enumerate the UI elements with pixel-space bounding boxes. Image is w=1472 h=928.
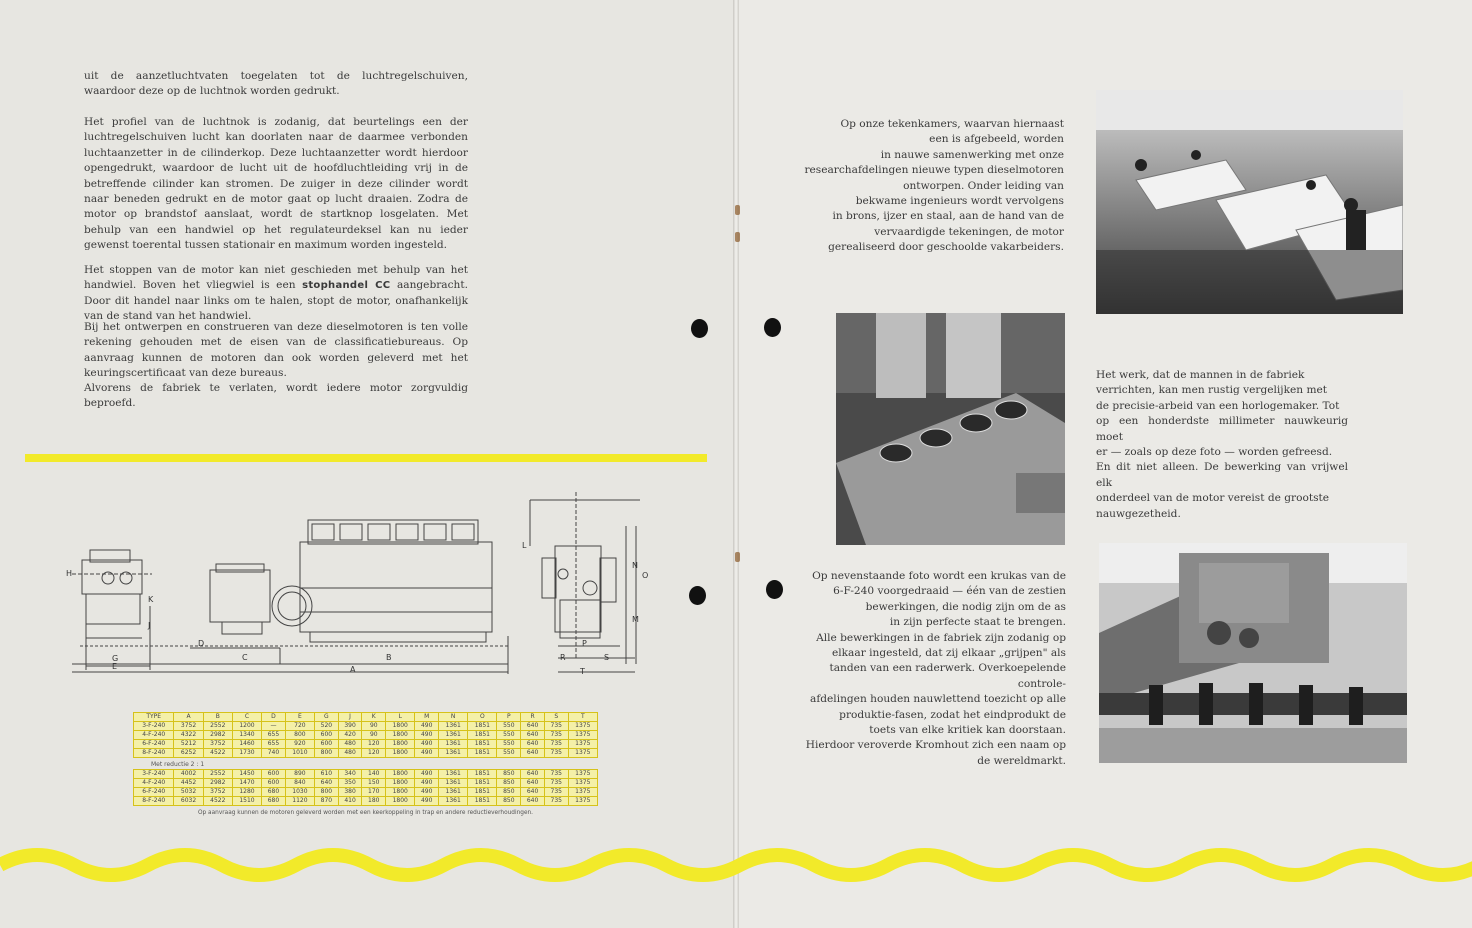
table-row: [134, 731, 598, 740]
table-cell: 920: [285, 740, 314, 749]
table-cell: 1800: [386, 788, 415, 797]
table-cell: 720: [285, 722, 314, 731]
caption-line: de precisie-arbeid van een horlogemaker. Tot: [1096, 399, 1340, 412]
body-paragraph-3: [84, 263, 468, 325]
table-cell: 520: [315, 722, 339, 731]
table-cell: 5212: [174, 740, 203, 749]
table-header-cell: J: [338, 713, 362, 722]
table-cell: 1800: [386, 770, 415, 779]
caption-line: bekwame ingenieurs wordt vervolgens: [855, 195, 1064, 208]
table-header-cell: P: [497, 713, 521, 722]
table-cell: 90: [362, 731, 386, 740]
table-body-reduction: [134, 770, 598, 806]
table-cell: 490: [415, 749, 439, 758]
table-cell: 410: [338, 797, 362, 806]
binder-hole-right-lower: [766, 580, 783, 599]
table-cell: 4002: [174, 770, 203, 779]
table-cell: 1800: [386, 779, 415, 788]
table-cell: 490: [415, 788, 439, 797]
dim-label-t: T: [580, 667, 585, 676]
binder-hole-right-upper: [764, 318, 781, 337]
table-cell: 1120: [285, 797, 314, 806]
table-header-cell: E: [285, 713, 314, 722]
table-cell: 350: [338, 779, 362, 788]
table-cell: 380: [338, 788, 362, 797]
table-cell: 1375: [568, 779, 597, 788]
dim-label-g: G: [112, 654, 119, 663]
dim-label-j: J: [148, 621, 151, 630]
table-cell: 3752: [203, 740, 232, 749]
table-cell: 5032: [174, 788, 203, 797]
table-cell: 420: [338, 731, 362, 740]
table-cell: 1375: [568, 749, 597, 758]
table-cell: 680: [262, 797, 286, 806]
table-cell: 6252: [174, 749, 203, 758]
table-cell: 480: [338, 740, 362, 749]
dimension-table: [133, 712, 598, 758]
table-cell: 490: [415, 740, 439, 749]
table-cell: 640: [521, 722, 545, 731]
caption-drawing-office: [800, 117, 1064, 256]
table-cell: 4522: [203, 797, 232, 806]
table-cell: 2552: [203, 722, 232, 731]
caption-line: toets van elke kritiek kan doorstaan.: [869, 724, 1066, 737]
table-cell: 1361: [439, 797, 468, 806]
caption-line: researchafdelingen nieuwe typen dieselmotoren: [804, 164, 1064, 177]
table-cell: 1800: [386, 797, 415, 806]
caption-line: tanden van een raderwerk. Overkoepelende controle-: [829, 662, 1066, 690]
table-cell: 120: [362, 740, 386, 749]
body-paragraph-4: Bij het ontwerpen en construeren van deze dieselmotoren is ten volle rekening gehouden met de eisen van de classificatiebureaus. Op aanvraag kunnen de motoren dan ook worden geleverd met het keuringscertificaat van deze bureaus.: [84, 321, 468, 380]
table-cell: 1851: [468, 770, 497, 779]
table-cell: 1851: [468, 779, 497, 788]
table-header-cell: R: [521, 713, 545, 722]
dim-label-p: P: [582, 639, 587, 648]
table-row: [134, 722, 598, 731]
table-cell: 3752: [203, 788, 232, 797]
table-cell: 1375: [568, 722, 597, 731]
table-header-row: [134, 713, 598, 722]
table-header-cell: B: [203, 713, 232, 722]
table-row-reduction: [134, 788, 598, 797]
table-cell: 150: [362, 779, 386, 788]
caption-line: in zijn perfecte staat te brengen.: [889, 616, 1066, 629]
dim-label-h: H: [66, 569, 73, 578]
table-header-cell: O: [468, 713, 497, 722]
table-cell: 840: [285, 779, 314, 788]
table-row-reduction: [134, 797, 598, 806]
caption-line: er — zoals op deze foto — worden gefreesd.: [1096, 446, 1333, 459]
table-cell: 1375: [568, 770, 597, 779]
table-cell: 120: [362, 749, 386, 758]
table-cell: 1851: [468, 788, 497, 797]
table-cell: 735: [544, 788, 568, 797]
body-paragraph-5: Alvorens de fabriek te verlaten, wordt iedere motor zorgvuldig beproefd.: [84, 382, 468, 410]
table-cell: 140: [362, 770, 386, 779]
staple-rust-mark: [735, 232, 740, 242]
table-cell: 3-F-240: [134, 770, 174, 779]
photo-crankshaft-lathe: [1099, 543, 1407, 763]
table-cell: 490: [415, 779, 439, 788]
table-cell: 8-F-240: [134, 749, 174, 758]
caption-line: nauwgezetheid.: [1096, 507, 1181, 520]
dim-label-n: N: [632, 561, 638, 570]
table-cell: 735: [544, 722, 568, 731]
table-header-cell: K: [362, 713, 386, 722]
table-cell: 800: [285, 731, 314, 740]
caption-line: gerealiseerd door geschoolde vakarbeiders.: [828, 241, 1064, 254]
yellow-divider-bar: [25, 454, 707, 462]
table-cell: 4452: [174, 779, 203, 788]
body-paragraph-2: Het profiel van de luchtnok is zodanig, dat beurtelings een der luchtregelschuiven lucht kan doorlaten naar de daarmee verbonden luchtaanzetter in de cilinderkop. Deze luchtaanzetter wordt hierdoor opengedrukt, waardoor de lucht uit de hoofdluchtleiding vrij in de betreffende cilinder kan stromen. De zuiger in deze cilinder wordt naar beneden gedrukt en de motor gaat op lucht draaien. Zodra de motor op brandstof aanslaat, wordt de startknop losgelaten. Met behulp van een handwiel op het regulateurdeksel kan nu ieder gewenst toerental tussen stationair en maximum worden ingesteld.: [84, 116, 468, 252]
table-cell: 1361: [439, 749, 468, 758]
table-cell: 735: [544, 797, 568, 806]
caption-line: produktie-fasen, zodat het eindprodukt de: [839, 708, 1066, 721]
table-header-cell: S: [544, 713, 568, 722]
table-cell: 850: [497, 788, 521, 797]
table-cell: 640: [521, 740, 545, 749]
table-cell: 640: [521, 770, 545, 779]
table-cell: 1375: [568, 797, 597, 806]
paragraph-3-text-a: Het stoppen van de motor kan niet geschieden met behulp van het handwiel. Boven het vliegwiel is een: [84, 264, 468, 292]
caption-line: een is afgebeeld, worden: [929, 133, 1064, 146]
dim-label-b: B: [386, 653, 392, 662]
table-cell: 600: [262, 770, 286, 779]
table-cell: 1361: [439, 740, 468, 749]
table-cell: 180: [362, 797, 386, 806]
table-header-cell: M: [415, 713, 439, 722]
table-cell: 1340: [232, 731, 261, 740]
table-cell: 480: [338, 749, 362, 758]
table-cell: 735: [544, 740, 568, 749]
caption-line: de wereldmarkt.: [977, 754, 1066, 767]
table-cell: 3-F-240: [134, 722, 174, 731]
table-cell: 6-F-240: [134, 740, 174, 749]
dim-label-s: S: [604, 653, 610, 662]
caption-line: bewerkingen, die nodig zijn om de as: [865, 600, 1066, 613]
stophandel-term: stophandel CC: [302, 280, 391, 292]
caption-line: ontworpen. Onder leiding van: [903, 179, 1064, 192]
photo-milling-engine-block: [836, 313, 1065, 545]
table-cell: 735: [544, 779, 568, 788]
caption-line: Op onze tekenkamers, waarvan hiernaast: [840, 118, 1064, 130]
dim-label-a: A: [350, 665, 356, 674]
table-cell: 655: [262, 731, 286, 740]
dimension-table-block: [133, 712, 598, 816]
table-header-cell: D: [262, 713, 286, 722]
dim-label-l: L: [522, 541, 527, 550]
table-cell: 1375: [568, 731, 597, 740]
table-cell: 1510: [232, 797, 261, 806]
table-cell: 1200: [232, 722, 261, 731]
caption-line: Hierdoor veroverde Kromhout zich een naam op: [805, 739, 1066, 752]
table-cell: 490: [415, 770, 439, 779]
table-cell: 1010: [285, 749, 314, 758]
table-cell: 1361: [439, 770, 468, 779]
caption-line: elkaar ingesteld, dat zij elkaar „grijpen" als: [831, 647, 1066, 660]
table-cell: 1361: [439, 779, 468, 788]
table-cell: 1800: [386, 722, 415, 731]
table-header-cell: TYPE: [134, 713, 174, 722]
table-header-cell: T: [568, 713, 597, 722]
table-cell: 640: [521, 779, 545, 788]
caption-line: afdelingen houden nauwlettend toezicht op alle: [810, 693, 1066, 706]
table-cell: 1280: [232, 788, 261, 797]
table-cell: 600: [315, 731, 339, 740]
table-header-cell: A: [174, 713, 203, 722]
table-cell: 850: [497, 770, 521, 779]
table-cell: 600: [262, 779, 286, 788]
table-cell: 4522: [203, 749, 232, 758]
table-cell: 4322: [174, 731, 203, 740]
table-cell: 4-F-240: [134, 779, 174, 788]
table-cell: 1851: [468, 740, 497, 749]
table-cell: 600: [315, 740, 339, 749]
table-cell: 1851: [468, 722, 497, 731]
table-row-reduction: [134, 770, 598, 779]
table-cell: 735: [544, 731, 568, 740]
caption-line: Alle bewerkingen in de fabriek zijn zodanig op: [816, 631, 1066, 644]
table-cell: 550: [497, 749, 521, 758]
photo-drawing-office: [1096, 90, 1403, 314]
table-row: [134, 749, 598, 758]
table-cell: 1361: [439, 731, 468, 740]
caption-precision-work: [1096, 368, 1348, 522]
caption-line: 6-F-240 voorgedraaid — één van de zestien: [833, 585, 1066, 598]
table-header-cell: G: [315, 713, 339, 722]
dimension-table-reduction: [133, 769, 598, 806]
caption-crankshaft: [790, 569, 1066, 769]
table-cell: 640: [521, 788, 545, 797]
table-cell: 2982: [203, 779, 232, 788]
table-cell: 1030: [285, 788, 314, 797]
table-cell: 735: [544, 770, 568, 779]
dim-label-c: C: [242, 653, 248, 662]
table-cell: 490: [415, 731, 439, 740]
staple-rust-mark: [735, 205, 740, 215]
table-cell: 550: [497, 740, 521, 749]
staple-rust-mark: [735, 552, 740, 562]
caption-line: onderdeel van de motor vereist de grootste: [1096, 492, 1330, 505]
table-cell: 680: [262, 788, 286, 797]
table-cell: 490: [415, 797, 439, 806]
table-header-cell: L: [386, 713, 415, 722]
caption-line: op een honderdste millimeter nauwkeurig moet: [1096, 415, 1348, 443]
table-cell: 850: [497, 779, 521, 788]
paragraph-3-text-b: aangebracht. Door dit handel naar links om te halen, stopt de motor, onafhankelijk van de stand van het handwiel.: [84, 279, 468, 323]
table-cell: 4-F-240: [134, 731, 174, 740]
table-cell: 640: [521, 749, 545, 758]
dim-label-m: M: [632, 615, 639, 624]
table-cell: 800: [315, 749, 339, 758]
table-cell: 640: [521, 731, 545, 740]
table-cell: —: [262, 722, 286, 731]
table-cell: 735: [544, 749, 568, 758]
table-cell: 340: [338, 770, 362, 779]
dim-label-o: O: [642, 571, 649, 580]
table-cell: 8-F-240: [134, 797, 174, 806]
table-subtitle: Met reductie 2 : 1: [151, 761, 205, 768]
caption-line: in nauwe samenwerking met onze: [880, 148, 1064, 161]
table-cell: 490: [415, 722, 439, 731]
table-cell: 3752: [174, 722, 203, 731]
table-cell: 610: [315, 770, 339, 779]
dim-label-d: D: [198, 639, 205, 648]
caption-line: En dit niet alleen. De bewerking van vrijwel elk: [1096, 461, 1348, 489]
table-cell: 640: [315, 779, 339, 788]
table-header-cell: C: [232, 713, 261, 722]
table-cell: 870: [315, 797, 339, 806]
dim-label-k: K: [148, 595, 154, 604]
body-paragraph-1: uit de aanzetluchtvaten toegelaten tot de luchtregelschuiven, waardoor deze op de luchtnok worden gedrukt.: [84, 70, 468, 98]
table-cell: 890: [285, 770, 314, 779]
caption-line: Het werk, dat de mannen in de fabriek: [1096, 369, 1305, 381]
table-cell: 1375: [568, 740, 597, 749]
table-cell: 550: [497, 722, 521, 731]
table-body-standard: [134, 722, 598, 758]
binder-hole-left-lower: [689, 586, 706, 605]
table-cell: 800: [315, 788, 339, 797]
table-header-cell: N: [439, 713, 468, 722]
table-cell: 640: [521, 797, 545, 806]
table-cell: 2552: [203, 770, 232, 779]
table-cell: 1730: [232, 749, 261, 758]
table-row-reduction: [134, 779, 598, 788]
table-cell: 550: [497, 731, 521, 740]
table-cell: 90: [362, 722, 386, 731]
table-cell: 740: [262, 749, 286, 758]
caption-line: vervaardigde tekeningen, de motor: [874, 225, 1064, 238]
table-cell: 1375: [568, 788, 597, 797]
table-cell: 1851: [468, 731, 497, 740]
table-cell: 1851: [468, 797, 497, 806]
table-cell: 1800: [386, 749, 415, 758]
dim-label-r: R: [560, 653, 566, 662]
table-cell: 6032: [174, 797, 203, 806]
table-cell: 1450: [232, 770, 261, 779]
caption-line: Op nevenstaande foto wordt een krukas van de: [812, 570, 1066, 582]
table-cell: 390: [338, 722, 362, 731]
table-cell: 170: [362, 788, 386, 797]
table-row: [134, 740, 598, 749]
table-cell: 655: [262, 740, 286, 749]
table-cell: 1460: [232, 740, 261, 749]
table-cell: 1361: [439, 788, 468, 797]
table-cell: 1470: [232, 779, 261, 788]
page-fold: [733, 0, 739, 928]
table-footnote: Op aanvraag kunnen de motoren geleverd worden met een keerkoppeling in trap en andere reductieverhoudingen.: [197, 810, 534, 816]
caption-line: in brons, ijzer en staal, aan de hand van de: [832, 210, 1064, 223]
caption-line: verrichten, kan men rustig vergelijken met: [1096, 384, 1328, 397]
table-cell: 2982: [203, 731, 232, 740]
table-cell: 850: [497, 797, 521, 806]
dim-label-e: E: [112, 662, 118, 671]
engine-dimension-drawing: [60, 488, 660, 688]
table-cell: 1361: [439, 722, 468, 731]
table-cell: 1800: [386, 740, 415, 749]
table-cell: 6-F-240: [134, 788, 174, 797]
binder-hole-left-upper: [691, 319, 708, 338]
table-cell: 1851: [468, 749, 497, 758]
yellow-wave-border: [0, 840, 1472, 890]
table-cell: 1800: [386, 731, 415, 740]
